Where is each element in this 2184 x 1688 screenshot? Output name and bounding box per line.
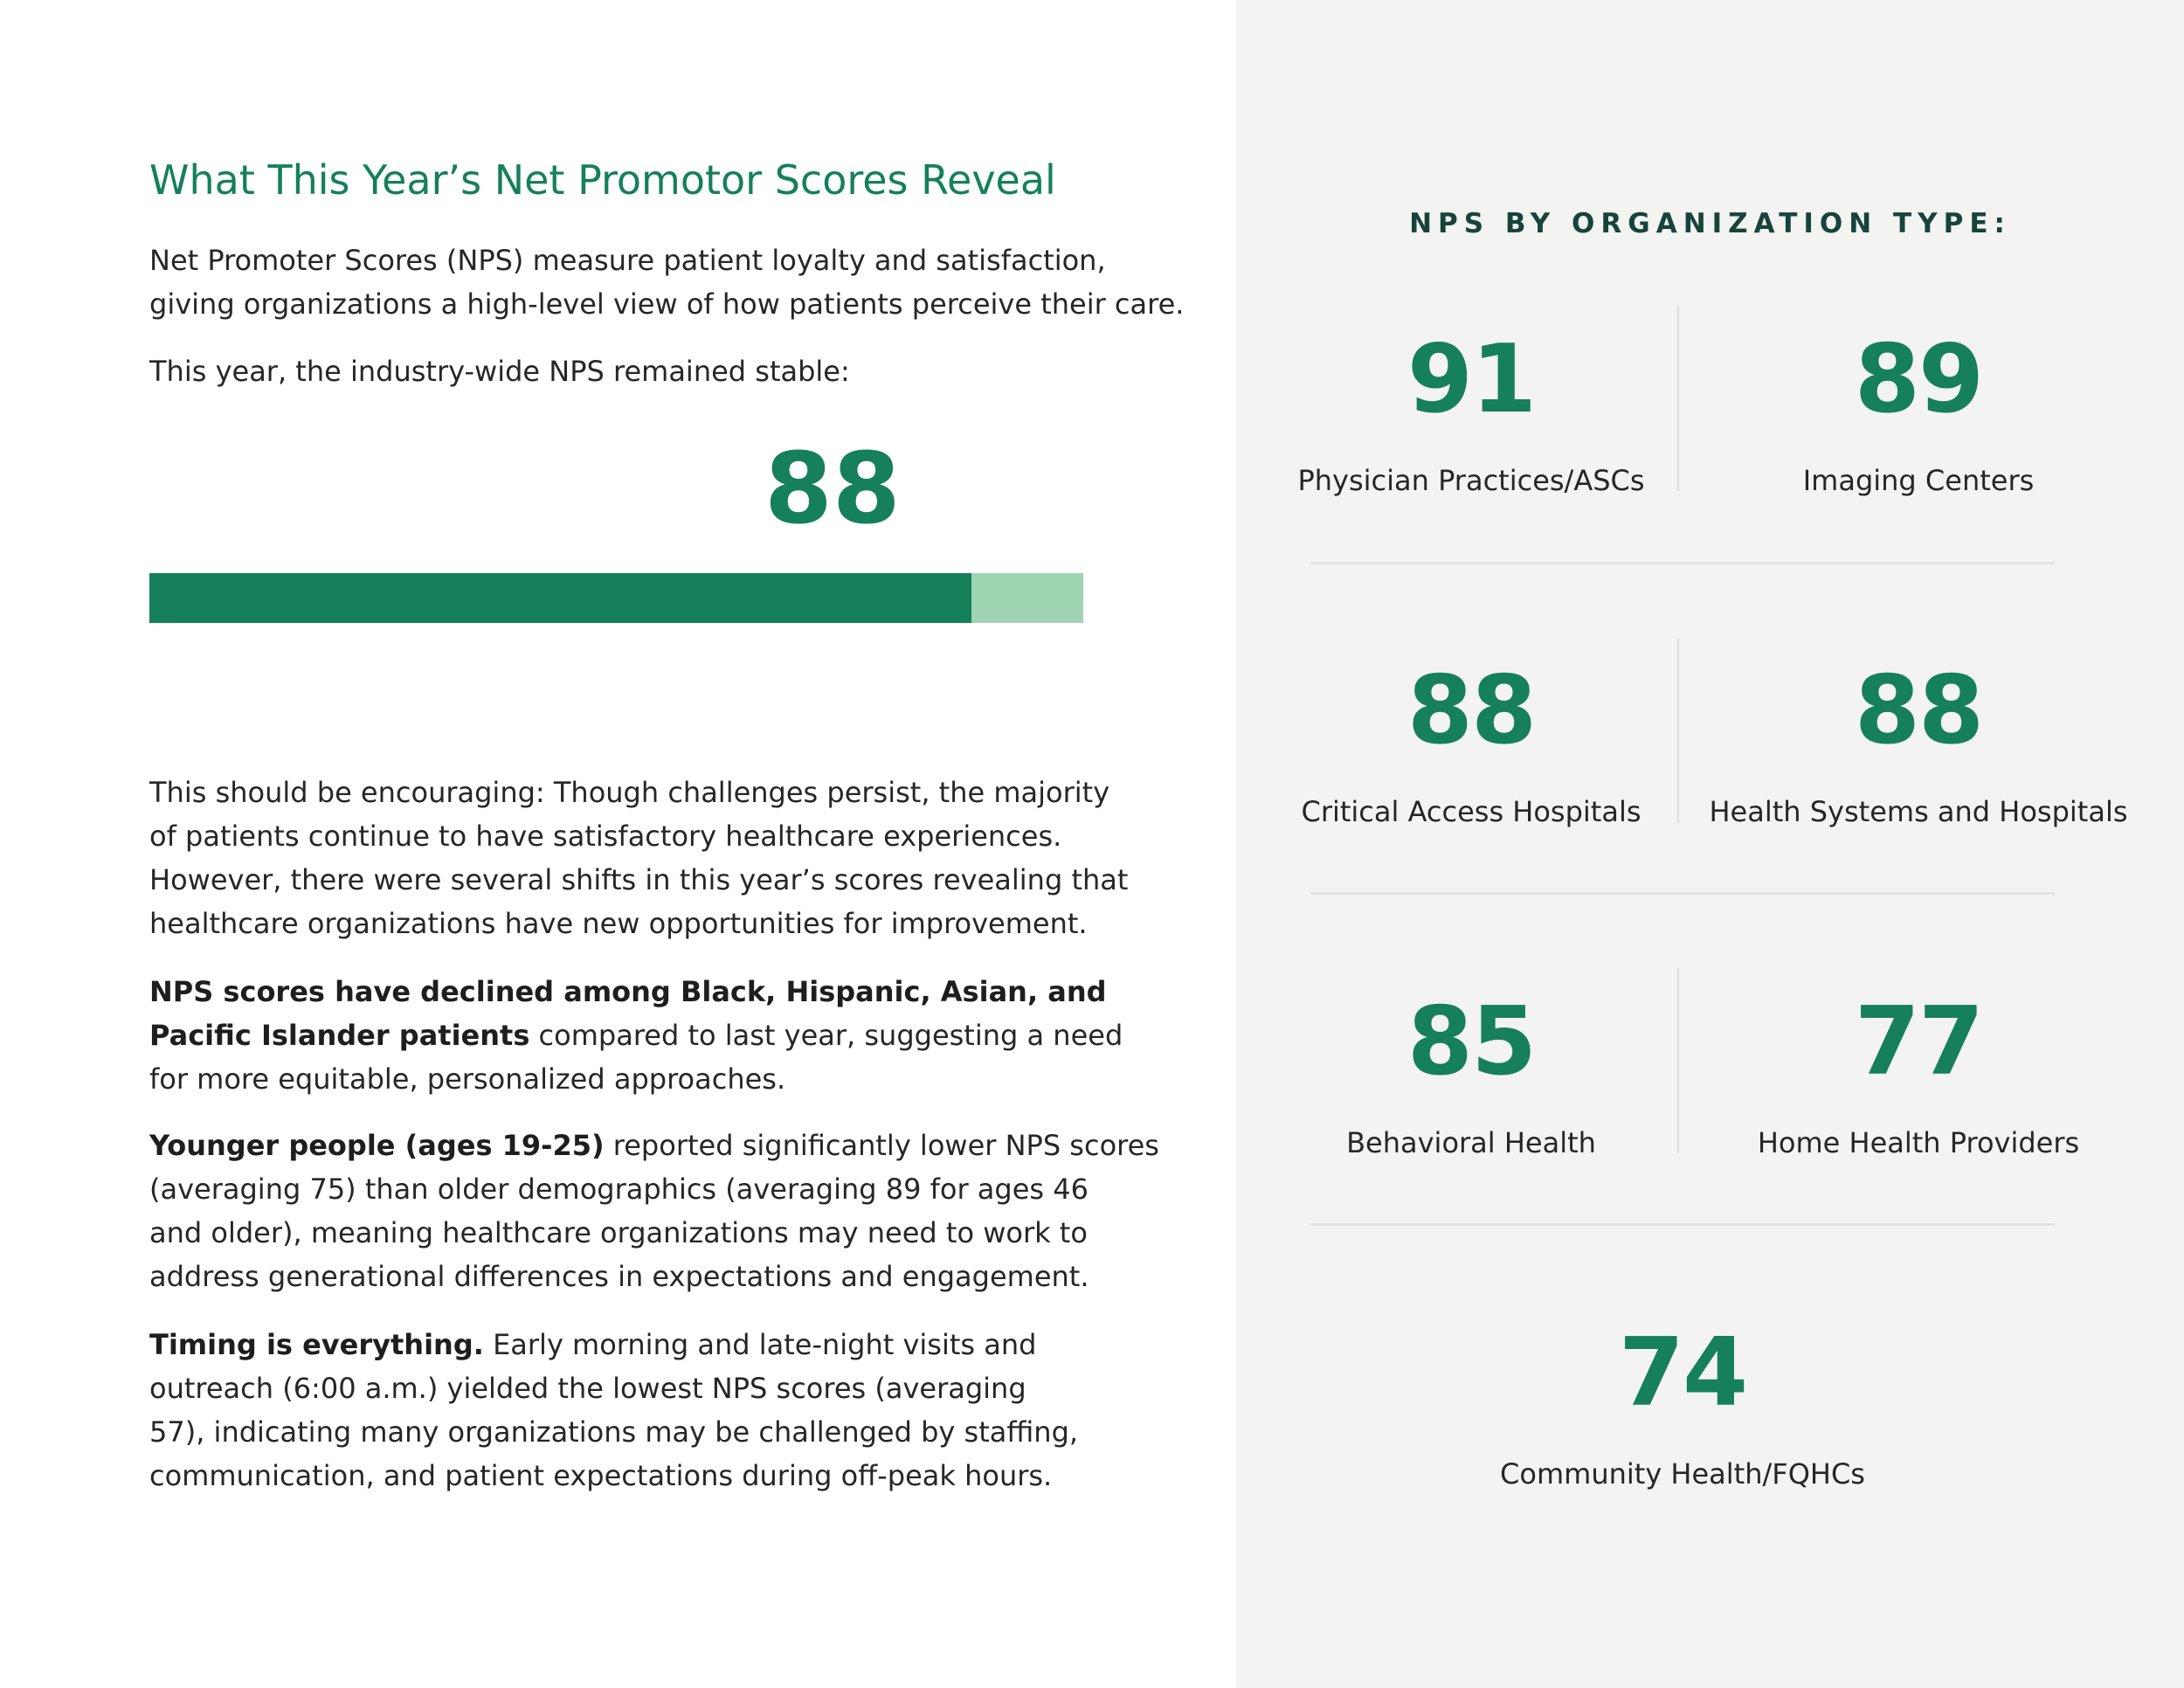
stat-value: 77: [1854, 987, 1983, 1097]
intro-paragraph: [149, 239, 1184, 326]
column-divider: [1677, 968, 1679, 1153]
younger-bold-1: Younger people (ages 19-25): [149, 1129, 605, 1162]
stat-label: Community Health/FQHCs: [1500, 1457, 1865, 1491]
stat-value: 91: [1406, 325, 1536, 434]
stat-label: Critical Access Hospitals: [1301, 795, 1641, 828]
timing-rest-1: Early morning and late-night visits and: [483, 1328, 1037, 1361]
timing-bold-1: Timing is everything.: [149, 1328, 484, 1361]
decline-line-3: for more equitable, personalized approaches.: [149, 1062, 786, 1096]
stable-paragraph: This year, the industry-wide NPS remained stable:: [149, 355, 850, 388]
younger-line-3: and older), meaning healthcare organizations may need to work to: [149, 1216, 1088, 1249]
decline-rest-2: compared to last year, suggesting a need: [529, 1019, 1123, 1052]
timing-line-3: 57), indicating many organizations may be challenged by staffing,: [149, 1415, 1079, 1449]
younger-line-2: (averaging 75) than older demographics (averaging 89 for ages 46: [149, 1173, 1089, 1206]
panel-heading: NPS BY ORGANIZATION TYPE:: [1409, 208, 2011, 239]
stat-value: 88: [1854, 656, 1983, 765]
younger-line-4: address generational differences in expectations and engagement.: [149, 1260, 1089, 1293]
industry-score-bar-fill: [149, 573, 971, 623]
decline-bold-2: Pacific Islander patients: [149, 1019, 530, 1052]
stat-community-health: [1455, 1317, 1910, 1493]
encouraging-line-3: However, there were several shifts in this year’s scores revealing that: [149, 863, 1129, 896]
industry-score-bar: [149, 573, 1083, 623]
stat-critical-access-hospitals: [1244, 654, 1698, 831]
stat-label: Home Health Providers: [1757, 1126, 2080, 1159]
timing-line-2: outreach (6:00 a.m.) yielded the lowest NPS scores (averaging: [149, 1372, 1026, 1405]
intro-line-1: Net Promoter Scores (NPS) measure patient loyalty and satisfaction,: [149, 244, 1106, 277]
row-divider: [1310, 1223, 2055, 1226]
younger-paragraph: [149, 1124, 1159, 1298]
timing-paragraph: [149, 1323, 1078, 1498]
stat-home-health: [1691, 986, 2146, 1162]
page-title: What This Year’s Net Promotor Scores Reveal: [149, 156, 1056, 204]
industry-score: 88: [764, 432, 901, 546]
encouraging-line-1: This should be encouraging: Though challenges persist, the majority: [149, 776, 1110, 809]
stat-label: Health Systems and Hospitals: [1709, 795, 2128, 828]
stat-value: 88: [1406, 656, 1536, 765]
stat-behavioral-health: [1244, 986, 1698, 1162]
column-divider: [1677, 306, 1679, 491]
stat-health-systems: [1691, 654, 2146, 831]
stat-physician-practices: [1244, 323, 1698, 500]
stat-value: 85: [1406, 987, 1536, 1097]
stat-label: Imaging Centers: [1802, 464, 2035, 497]
stat-label: Behavioral Health: [1346, 1126, 1596, 1159]
encouraging-paragraph: [149, 771, 1128, 945]
timing-line-4: communication, and patient expectations during off-peak hours.: [149, 1459, 1053, 1492]
row-divider: [1310, 892, 2055, 895]
decline-paragraph: [149, 970, 1123, 1101]
decline-bold-1: NPS scores have declined among Black, Hispanic, Asian, and: [149, 975, 1107, 1008]
column-divider: [1677, 638, 1679, 823]
stat-value: 74: [1618, 1318, 1747, 1428]
younger-rest-1: reported significantly lower NPS scores: [604, 1129, 1159, 1162]
row-divider: [1310, 562, 2055, 564]
stat-imaging-centers: [1691, 323, 2146, 500]
encouraging-line-2: of patients continue to have satisfactory healthcare experiences.: [149, 820, 1062, 853]
stat-label: Physician Practices/ASCs: [1297, 464, 1645, 497]
encouraging-line-4: healthcare organizations have new opportunities for improvement.: [149, 907, 1088, 940]
stat-value: 89: [1854, 325, 1983, 434]
intro-line-2: giving organizations a high-level view of how patients perceive their care.: [149, 287, 1185, 321]
